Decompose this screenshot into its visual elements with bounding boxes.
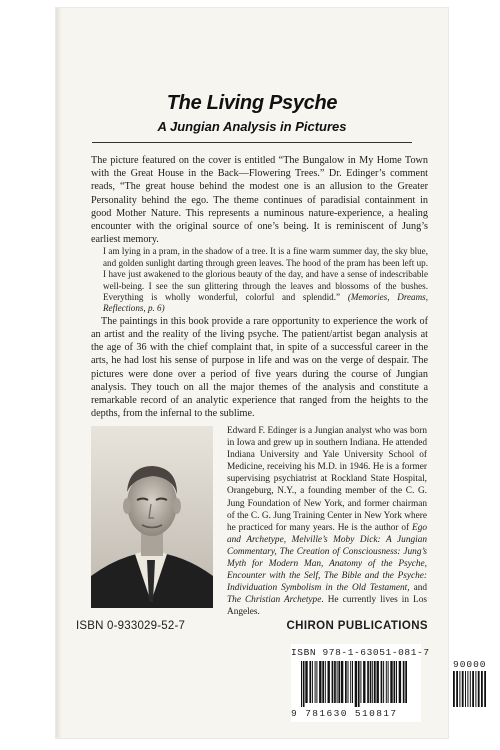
- barcode-bar: [305, 661, 307, 703]
- author-photo: [91, 426, 213, 608]
- barcode-bar: [315, 661, 316, 703]
- barcode-bar: [319, 661, 321, 703]
- barcode-addon-bar: [456, 671, 458, 707]
- bio-last-work: The Christian Archetype: [227, 595, 322, 606]
- barcode-bar: [322, 661, 324, 703]
- title-rule: [92, 142, 412, 143]
- barcode-bar: [355, 661, 357, 707]
- barcode-bar: [390, 661, 392, 703]
- barcode-bar: [363, 661, 365, 703]
- barcode-bar: [386, 661, 387, 703]
- barcode-addon-bar: [453, 671, 455, 707]
- barcode-addon-bar: [459, 671, 460, 707]
- barcode-bar: [325, 661, 326, 703]
- barcode-bar: [383, 661, 384, 703]
- barcode-addon-bar: [472, 671, 474, 707]
- barcode-bar: [316, 661, 317, 703]
- bio-text-2: . He currently lives in Los Angeles.: [227, 595, 427, 618]
- barcode-bar: [370, 661, 372, 703]
- barcode-bar: [341, 661, 343, 703]
- barcode-addon-bar: [481, 671, 483, 707]
- barcode-bar: [394, 661, 396, 703]
- barcode-bar: [301, 661, 302, 707]
- quote-citation: (Memories, Dreams, Reflections, p. 6): [103, 292, 428, 314]
- quote-text: I am lying in a pram, in the shadow of a tree. It is a fine warm summer day, the sky blue, and golden sunlight darting through green leaves. The hood of the pram has been left up. I have just awakened to the glorious beauty of the day, and have a sense of indescribable well-being. I see the sun glittering through the leaves and blossoms of the bushes. Everything is wholly wonderful, colorful and splendid.”: [103, 246, 428, 303]
- barcode-bar: [352, 661, 353, 703]
- barcode-bar: [328, 661, 330, 703]
- barcode-bar: [312, 661, 313, 703]
- barcode-bar: [358, 661, 360, 707]
- isbn-label: ISBN 0-933029-52-7: [76, 620, 186, 632]
- barcode-bar: [337, 661, 338, 703]
- author-bio: [227, 425, 427, 619]
- barcode-addon-bar: [467, 671, 468, 707]
- ean-barcode: [291, 661, 491, 707]
- book-subtitle: A Jungian Analysis in Pictures: [157, 119, 347, 134]
- barcode-bar: [332, 661, 334, 703]
- barcode-bar: [388, 661, 389, 703]
- barcode-price-code: 90000: [453, 659, 487, 670]
- bio-text-1: Edward F. Edinger is a Jungian analyst who was born in Iowa and grew up in southern Indiana. He attended Indiana University and Yale University School of Medicine, receiving his M.D. in 1946. He is a former supervising psychiatrist at Rockland State Hospital, Orangeburg, N.Y., a founding member of the C. G. Jung Foundation of New York, and former chairman of the C. G. Jung Training Center in New York where he practiced for many years. He is the author of: [227, 426, 427, 533]
- barcode-addon-bar: [478, 671, 480, 707]
- barcode-addon-bar: [470, 671, 471, 707]
- barcode-bar: [360, 661, 361, 703]
- barcode-addon-bar: [484, 671, 486, 707]
- barcode-bar: [338, 661, 340, 703]
- barcode-bar: [377, 661, 379, 703]
- barcode-bar: [367, 661, 369, 703]
- jung-quote: [103, 246, 428, 314]
- barcode-addon-bar: [462, 671, 464, 707]
- barcode-addon-bar: [465, 671, 466, 707]
- barcode-bar: [374, 661, 376, 703]
- barcode-isbn: ISBN 978-1-63051-081-7: [291, 647, 430, 658]
- back-cover: [56, 8, 487, 738]
- barcode-block: [291, 644, 487, 722]
- publisher-name: CHIRON PUBLICATIONS: [286, 620, 428, 632]
- barcode-bar: [303, 661, 305, 707]
- barcode-bar: [348, 661, 349, 703]
- description-paragraph-1: The picture featured on the cover is entitled “The Bungalow in My Home Town with the Great House in the Back—Flowering Trees.” Dr. Edinger’s comment reads, “The great house behind the modest one is an allusion to the Greater Personality behind the ego. The theme continues of paradisial containment in good Mother Nature. This represents a numinous nature-experience, a healing encounter with the original source of one’s being. It is reminiscent of Jung’s earliest memory.: [91, 155, 428, 246]
- barcode-digits: 9 781630 510817: [291, 708, 398, 719]
- barcode-bar: [372, 661, 373, 703]
- barcode-bar: [405, 661, 407, 703]
- book-title: The Living Psyche: [166, 92, 338, 114]
- barcode-bar: [334, 661, 336, 703]
- barcode-addon-bar: [475, 671, 476, 707]
- author-portrait-image: [91, 426, 213, 608]
- barcode-bar: [309, 661, 311, 703]
- bio-works: Ego and Archetype, Melville’s Moby Dick: A Jungian Commentary, The Creation of Consciousness: Jung’s Myth for Modern Man, Anatomy of the Psyche, Encounter with the Self, The Bible and the Psyche: Individuation Symbolism in the Old Testament,: [227, 522, 427, 594]
- barcode-bar: [396, 661, 397, 703]
- barcode-bar: [399, 661, 401, 703]
- bio-and: and: [409, 583, 427, 594]
- barcode-bar: [345, 661, 347, 703]
- description-paragraph-2: The paintings in this book provide a rare opportunity to experience the work of an artist and the reality of the living psyche. The patient/artist began analysis at the age of 36 with the chief complaint that, in spite of a successful career in the arts, he had lost his sense of purpose in life and was on the verge of despair. The pictures were done over a period of five years during the course of Jungian analysis. They touch on all the major themes of the analysis and constitute a remarkable record of an analytic experience that ranged from the heights to the depths, from the infernal to the sublime.: [91, 315, 428, 420]
- barcode-bar: [381, 661, 383, 703]
- barcode-bar: [403, 661, 405, 703]
- spine-shadow: [56, 8, 62, 738]
- description: [91, 154, 428, 420]
- barcode-bar: [350, 661, 351, 703]
